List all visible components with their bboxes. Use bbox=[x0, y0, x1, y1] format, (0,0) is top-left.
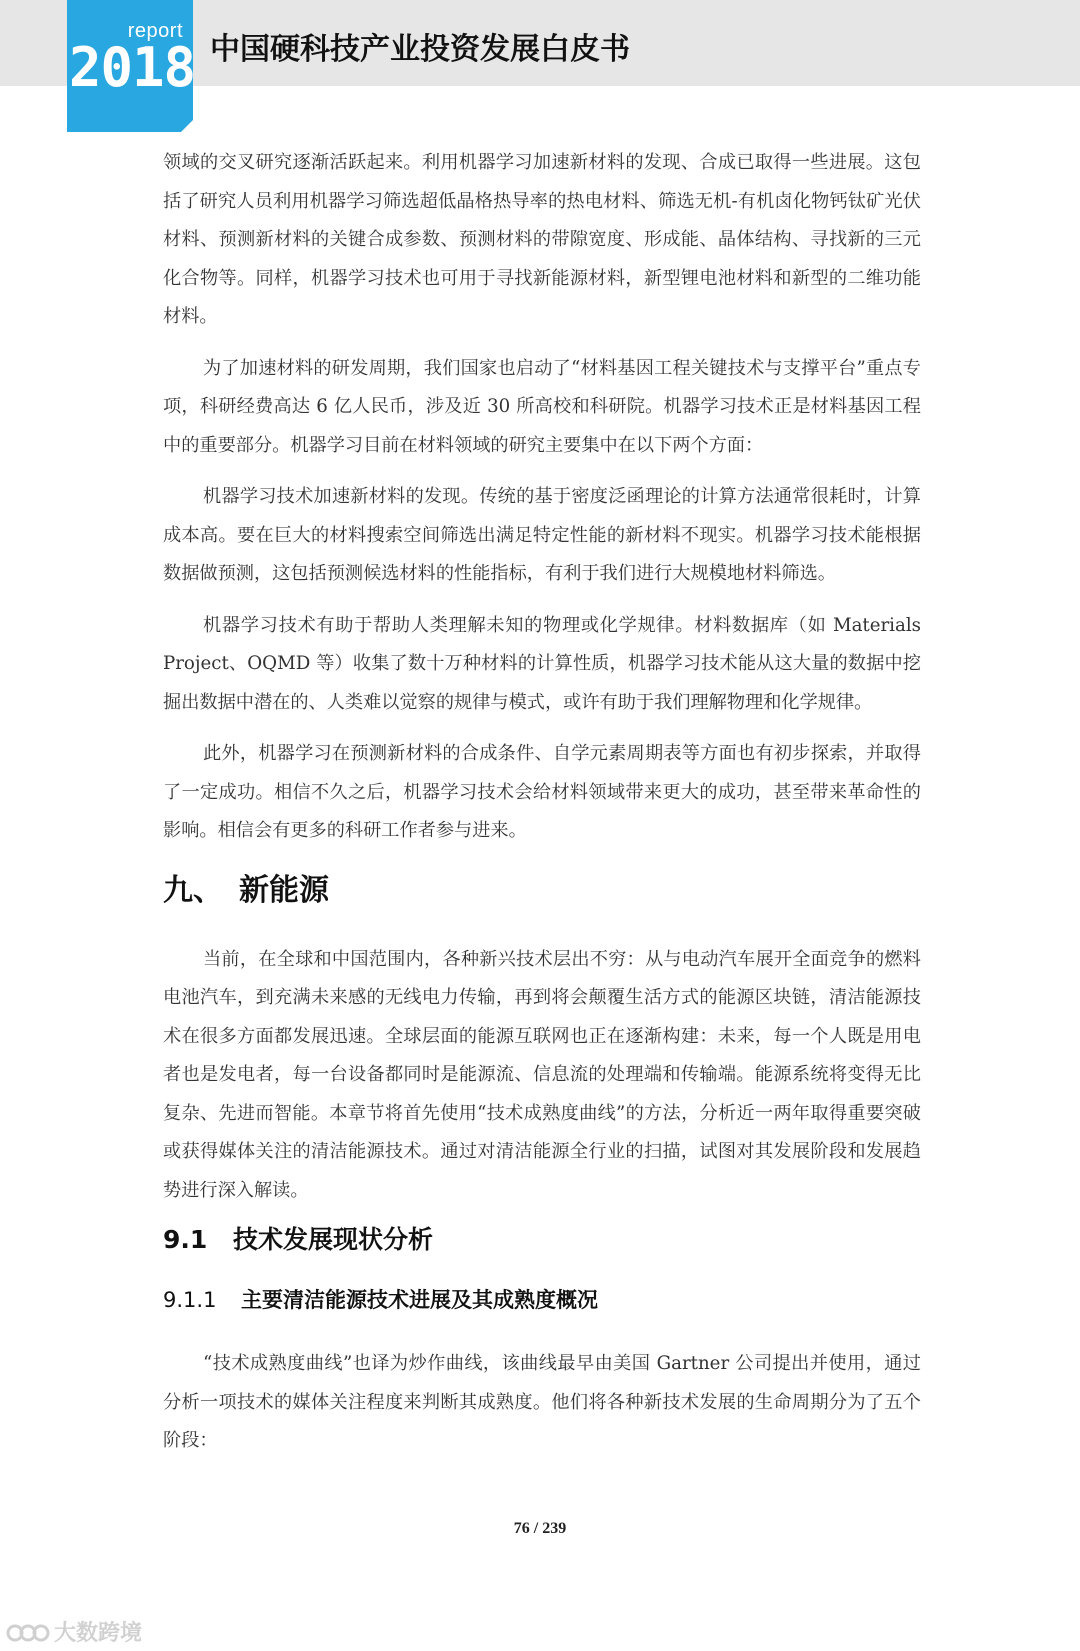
paragraph-2: 为了加速材料的研发周期，我们国家也启动了“材料基因工程关键技术与支撑平台”重点专项，科研经费高达 6 亿人民币，涉及近 30 所高校和科研院。机器学习技术正是材料基因工程中的重要部分。机器学习目前在材料领域的研究主要集中在以下两个方面： bbox=[163, 357, 921, 456]
paragraph-4: 机器学习技术有助于帮助人类理解未知的物理或化学规律。材料数据库（如 Materials Project、OQMD 等）收集了数十万种材料的计算性质，机器学习技术能从这大量的数据中挖掘出数据中潜在的、人类难以觉察的规律与模式，或许有助于我们理解物理和化学规律。 bbox=[163, 614, 921, 713]
section-heading bbox=[163, 871, 921, 911]
watermark bbox=[6, 1616, 142, 1646]
page-number: 76 / 239 bbox=[513, 1520, 567, 1537]
badge-report-label: report bbox=[127, 20, 183, 42]
watermark-text: 大数跨境 bbox=[54, 1620, 143, 1646]
paragraph-5: 此外，机器学习在预测新材料的合成条件、自学元素周期表等方面也有初步探索，并取得了一定成功。相信不久之后，机器学习技术会给材料领域带来更大的成功，甚至带来革命性的影响。相信会有更多的科研工作者参与进来。 bbox=[163, 743, 921, 841]
badge-year-label: 2018 bbox=[69, 36, 196, 99]
subsubsection-heading bbox=[163, 1285, 921, 1315]
document-title: 中国硬科技产业投资发展白皮书 bbox=[210, 32, 630, 67]
subsubsection-title: 主要清洁能源技术进展及其成熟度概况 bbox=[241, 1288, 598, 1312]
section-number: 九、 bbox=[163, 872, 223, 908]
subsection-title: 技术发展现状分析 bbox=[233, 1225, 434, 1254]
paragraph-3: 机器学习技术加速新材料的发现。传统的基于密度泛函理论的计算方法通常很耗时，计算成本高。要在巨大的材料搜索空间筛选出满足特定性能的新材料不现实。机器学习技术能根据数据做预测，这包括预测候选材料的性能指标，有利于我们进行大规模地材料筛选。 bbox=[163, 486, 921, 584]
report-year-badge bbox=[67, 0, 196, 132]
page-body bbox=[163, 144, 921, 1474]
paragraph-7: “技术成熟度曲线”也译为炒作曲线，该曲线最早由美国 Gartner 公司提出并使用，通过分析一项技术的媒体关注程度来判断其成熟度。他们将各种新技术发展的生命周期分为了五个阶段： bbox=[163, 1353, 921, 1451]
paragraph-6: 当前，在全球和中国范围内，各种新兴技术层出不穷：从与电动汽车展开全面竞争的燃料电池汽车，到充满未来感的无线电力传输，再到将会颠覆生活方式的能源区块链，清洁能源技术在很多方面都发展迅速。全球层面的能源互联网也正在逐渐构建：未来，每一个人既是用电者也是发电者，每一台设备都同时是能源流、信息流的处理端和传输端。能源系统将变得无比复杂、先进而智能。本章节将首先使用“技术成熟度曲线”的方法，分析近一两年取得重要突破或获得媒体关注的清洁能源技术。通过对清洁能源全行业的扫描，试图对其发展阶段和发展趋势进行深入解读。 bbox=[163, 948, 921, 1201]
subsubsection-number: 9.1.1 bbox=[163, 1288, 217, 1312]
paragraph-1: 领域的交叉研究逐渐活跃起来。利用机器学习加速新材料的发现、合成已取得一些进展。这包括了研究人员利用机器学习筛选超低晶格热导率的热电材料、筛选无机-有机卤化物钙钛矿光伏材料、预测新材料的关键合成参数、预测材料的带隙宽度、形成能、晶体结构、寻找新的三元化合物等。同样，机器学习技术也可用于寻找新能源材料，新型锂电池材料和新型的二维功能材料。 bbox=[163, 152, 921, 327]
subsection-number: 9.1 bbox=[163, 1225, 208, 1254]
watermark-logo-icon bbox=[6, 1618, 50, 1644]
subsection-heading bbox=[163, 1223, 921, 1257]
section-title: 新能源 bbox=[239, 872, 329, 908]
